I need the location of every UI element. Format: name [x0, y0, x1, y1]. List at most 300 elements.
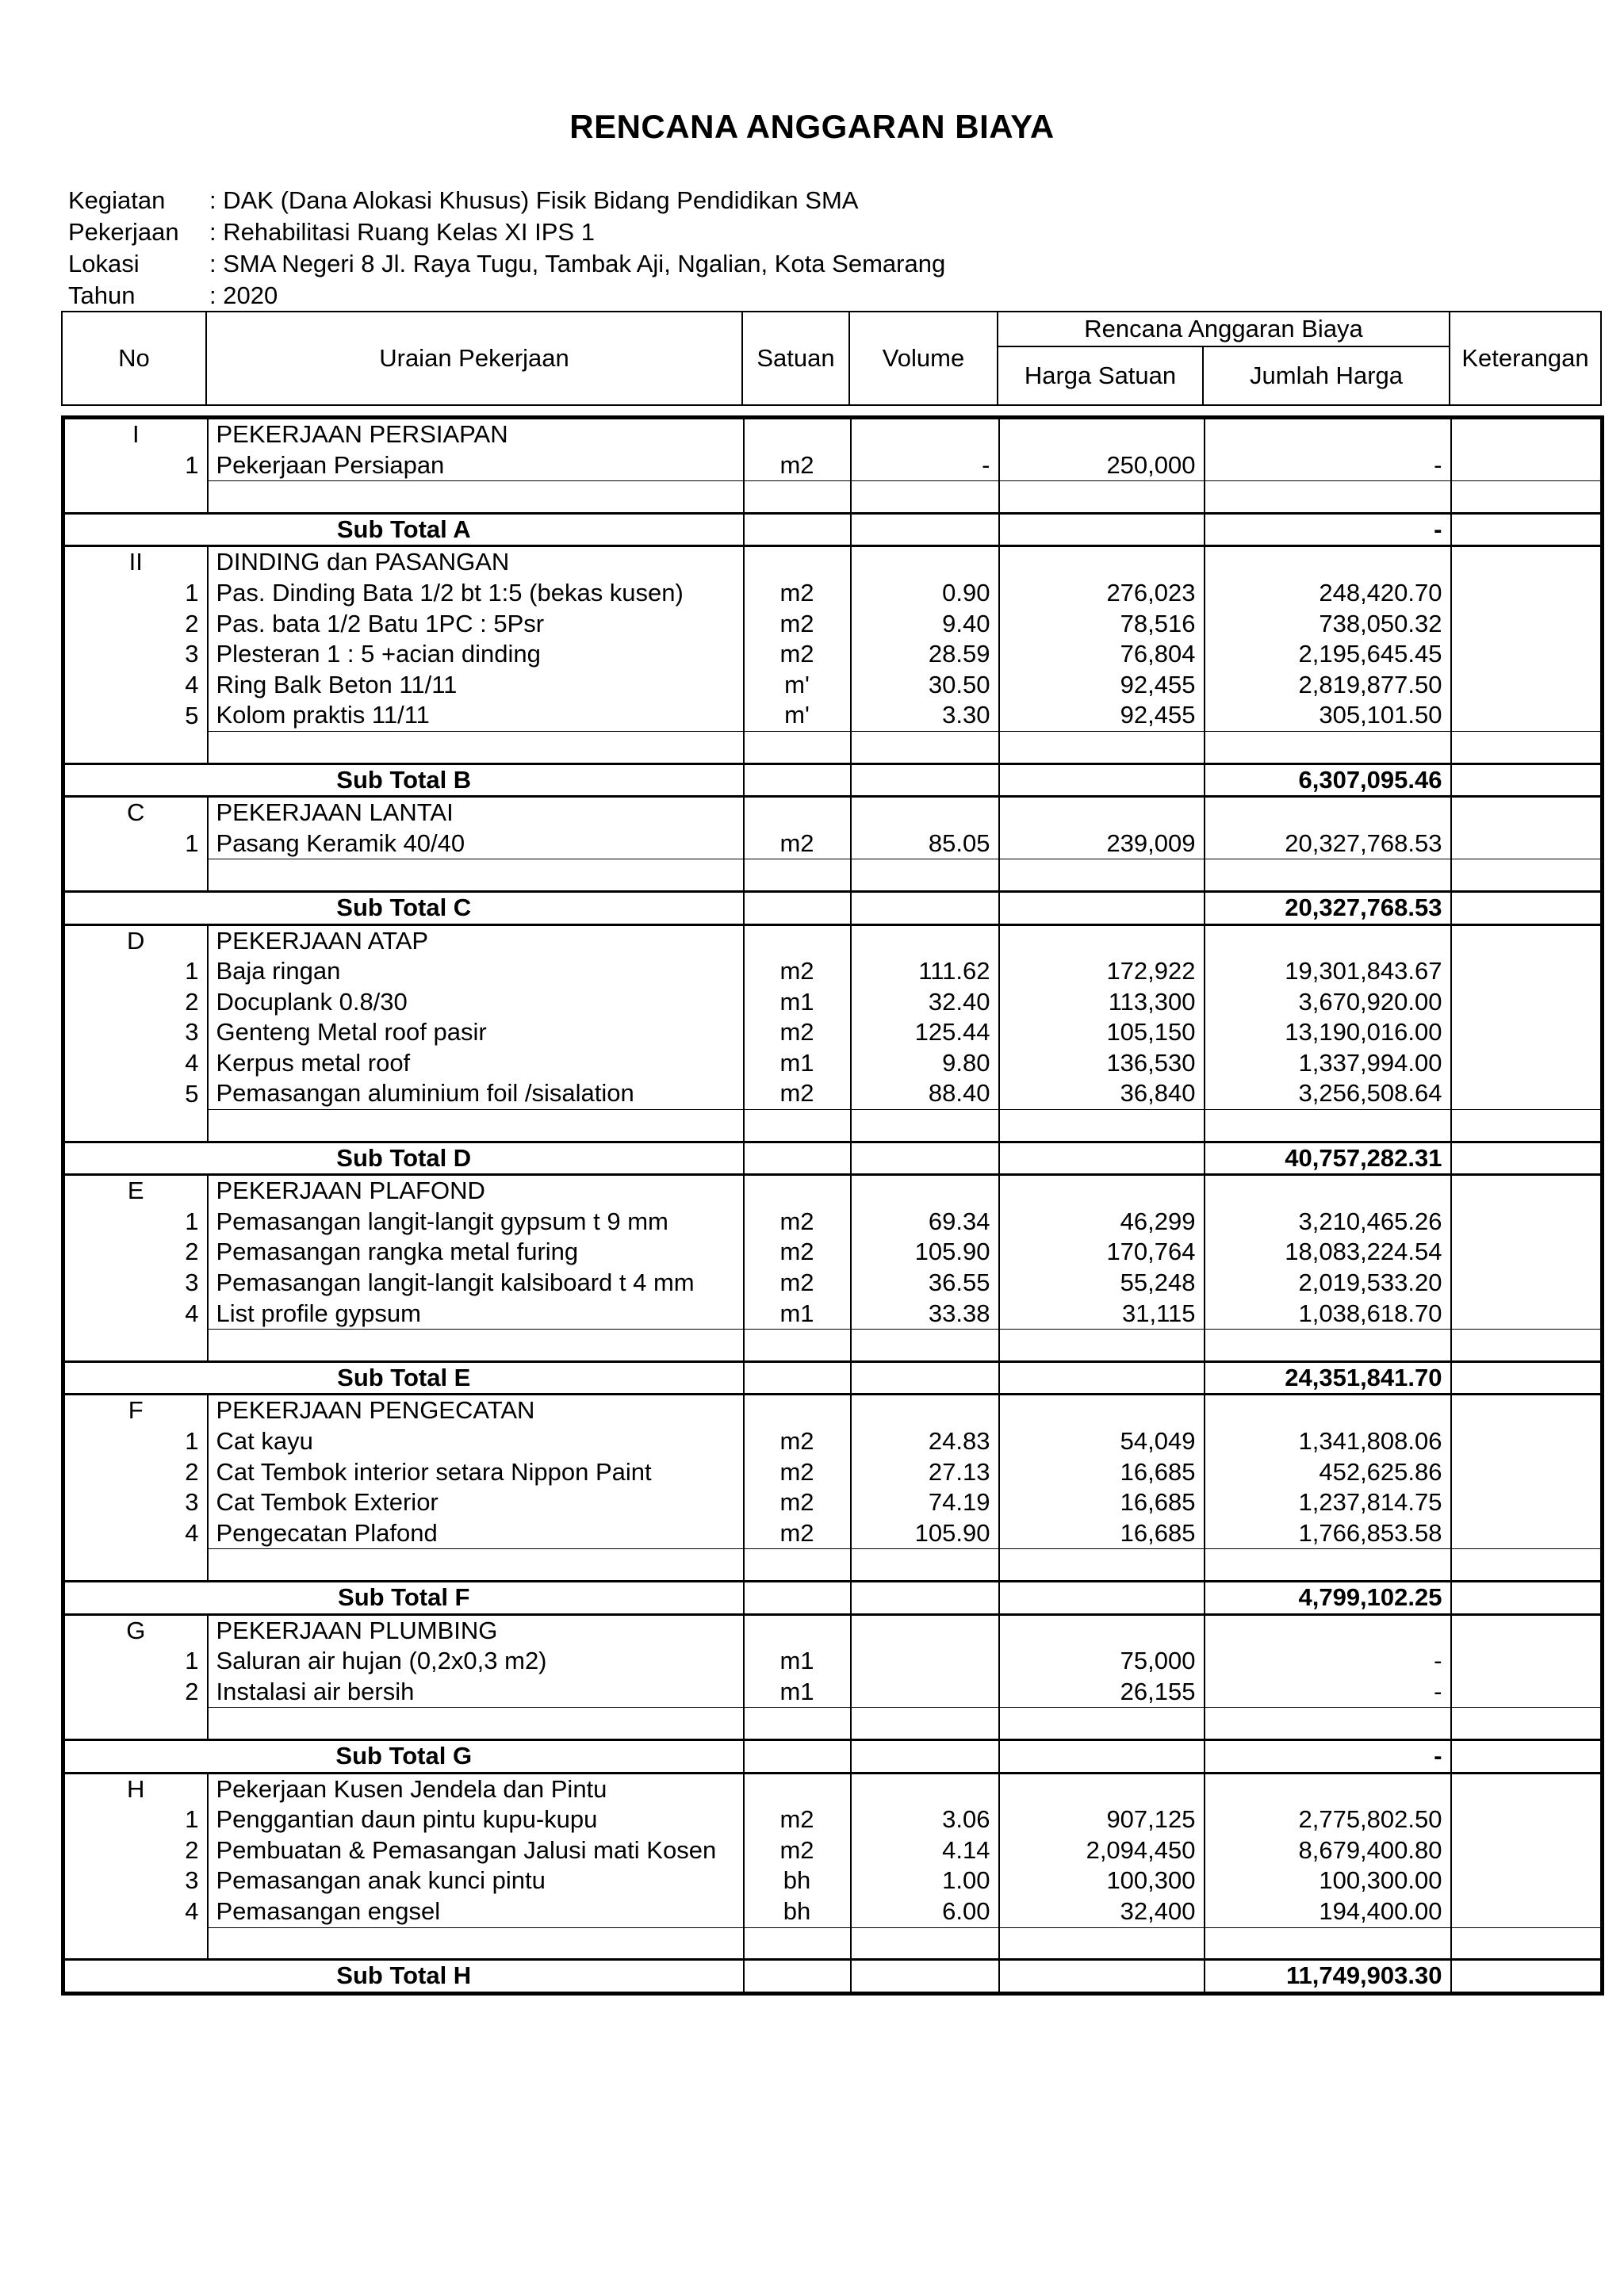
empty-cell — [851, 763, 999, 797]
table-row — [63, 1804, 1603, 1835]
item-description: Plesteran 1 : 5 +acian dinding — [208, 639, 744, 670]
item-unit: m2 — [744, 1426, 851, 1457]
empty-cell — [851, 1927, 999, 1960]
budget-table — [61, 415, 1604, 1996]
empty-cell — [744, 1614, 851, 1646]
item-description: Pasang Keramik 40/40 — [208, 828, 744, 859]
item-unit: m2 — [744, 1078, 851, 1109]
section-title: PEKERJAAN PLAFOND — [208, 1175, 744, 1207]
table-header — [61, 311, 1602, 406]
blank-row — [63, 1110, 1603, 1142]
empty-cell — [744, 763, 851, 797]
empty-cell — [1451, 1927, 1603, 1960]
item-note — [1451, 1835, 1603, 1866]
empty-cell — [1205, 481, 1451, 514]
empty-cell — [1205, 1614, 1451, 1646]
item-number: 1 — [63, 578, 208, 609]
item-unit-price: 36,840 — [999, 1078, 1205, 1109]
item-total-price: 305,101.50 — [1205, 700, 1451, 731]
item-unit-price: 54,049 — [999, 1426, 1205, 1457]
empty-cell — [999, 1581, 1205, 1614]
item-unit: m2 — [744, 1207, 851, 1238]
item-note — [1451, 1677, 1603, 1708]
item-description: Pekerjaan Persiapan — [208, 450, 744, 481]
item-unit-price: 172,922 — [999, 956, 1205, 987]
table-row — [63, 670, 1603, 701]
item-number: 2 — [63, 987, 208, 1018]
item-note — [1451, 670, 1603, 701]
item-note — [1451, 1268, 1603, 1299]
section-title: PEKERJAAN PERSIAPAN — [208, 418, 744, 450]
item-volume: 0.90 — [851, 578, 999, 609]
item-note — [1451, 578, 1603, 609]
empty-cell — [999, 1110, 1205, 1142]
item-total-price: 1,766,853.58 — [1205, 1518, 1451, 1549]
item-volume: 85.05 — [851, 828, 999, 859]
table-row — [63, 1835, 1603, 1866]
item-number: 1 — [63, 1646, 208, 1677]
empty-cell — [1205, 1708, 1451, 1740]
item-unit-price: 75,000 — [999, 1646, 1205, 1677]
item-unit: m2 — [744, 609, 851, 640]
item-description: Pemasangan aluminium foil /sisalation — [208, 1078, 744, 1109]
empty-cell — [744, 1110, 851, 1142]
table-row — [63, 639, 1603, 670]
empty-cell — [1451, 1549, 1603, 1582]
empty-cell — [1451, 1175, 1603, 1207]
item-number: 3 — [63, 1866, 208, 1896]
empty-cell — [851, 1739, 999, 1773]
info-row-tahun — [68, 280, 945, 312]
empty-cell — [1451, 731, 1603, 763]
empty-cell — [744, 1708, 851, 1740]
empty-cell — [63, 859, 208, 892]
empty-cell — [63, 1708, 208, 1740]
blank-row — [63, 1927, 1603, 1960]
section-number: F — [63, 1395, 208, 1426]
info-label: Pekerjaan — [68, 218, 179, 246]
table-row — [63, 1426, 1603, 1457]
item-note — [1451, 1048, 1603, 1079]
item-number: 3 — [63, 1268, 208, 1299]
section-header-row — [63, 418, 1603, 450]
subtotal-label: Sub Total B — [63, 763, 744, 797]
empty-cell — [999, 513, 1205, 546]
section-title: PEKERJAAN PLUMBING — [208, 1614, 744, 1646]
subtotal-row — [63, 1960, 1603, 1994]
empty-cell — [851, 1110, 999, 1142]
info-value: : SMA Negeri 8 Jl. Raya Tugu, Tambak Aji, Ngalian, Kota Semarang — [209, 250, 946, 277]
info-value: : DAK (Dana Alokasi Khusus) Fisik Bidang Pendidikan SMA — [209, 186, 859, 214]
empty-cell — [744, 859, 851, 892]
item-unit-price: 113,300 — [999, 987, 1205, 1018]
empty-cell — [851, 513, 999, 546]
empty-cell — [1205, 731, 1451, 763]
item-unit: m2 — [744, 639, 851, 670]
item-unit: m' — [744, 700, 851, 731]
item-unit-price: 26,155 — [999, 1677, 1205, 1708]
table-row — [63, 1299, 1603, 1330]
empty-cell — [999, 1549, 1205, 1582]
section-header-row — [63, 924, 1603, 956]
item-number: 1 — [63, 450, 208, 481]
item-description: Pengecatan Plafond — [208, 1518, 744, 1549]
item-volume: 3.06 — [851, 1804, 999, 1835]
empty-cell — [744, 1927, 851, 1960]
empty-cell — [999, 1739, 1205, 1773]
item-unit-price: 100,300 — [999, 1866, 1205, 1896]
item-unit: m2 — [744, 1237, 851, 1268]
section-title: PEKERJAAN PENGECATAN — [208, 1395, 744, 1426]
item-volume: 105.90 — [851, 1237, 999, 1268]
item-unit-price: 16,685 — [999, 1457, 1205, 1488]
budget-table-body — [63, 418, 1603, 1994]
info-row-lokasi — [68, 248, 945, 280]
item-unit: m2 — [744, 1017, 851, 1048]
item-unit-price: 907,125 — [999, 1804, 1205, 1835]
item-total-price: - — [1205, 1677, 1451, 1708]
empty-cell — [1205, 1773, 1451, 1804]
empty-cell — [63, 1549, 208, 1582]
item-number: 1 — [63, 956, 208, 987]
item-volume: 9.80 — [851, 1048, 999, 1079]
item-note — [1451, 1426, 1603, 1457]
empty-cell — [1205, 1330, 1451, 1362]
empty-cell — [63, 1330, 208, 1362]
empty-cell — [999, 546, 1205, 578]
subtotal-label: Sub Total D — [63, 1142, 744, 1175]
item-number: 1 — [63, 1426, 208, 1457]
empty-cell — [851, 859, 999, 892]
item-unit-price: 276,023 — [999, 578, 1205, 609]
table-row — [63, 1048, 1603, 1079]
empty-cell — [851, 1395, 999, 1426]
empty-cell — [744, 1142, 851, 1175]
empty-cell — [999, 1773, 1205, 1804]
item-total-price: 1,038,618.70 — [1205, 1299, 1451, 1330]
empty-cell — [1451, 891, 1603, 924]
empty-cell — [999, 418, 1205, 450]
empty-cell — [744, 1549, 851, 1582]
subtotal-row — [63, 1581, 1603, 1614]
item-description: Saluran air hujan (0,2x0,3 m2) — [208, 1646, 744, 1677]
item-volume: 105.90 — [851, 1518, 999, 1549]
empty-cell — [851, 1175, 999, 1207]
empty-cell — [1205, 1927, 1451, 1960]
empty-cell — [1205, 418, 1451, 450]
subtotal-row — [63, 513, 1603, 546]
item-description: Penggantian daun pintu kupu-kupu — [208, 1804, 744, 1835]
empty-cell — [1205, 859, 1451, 892]
item-note — [1451, 1866, 1603, 1896]
item-unit: m1 — [744, 987, 851, 1018]
item-number: 5 — [63, 1078, 208, 1109]
empty-cell — [851, 1330, 999, 1362]
table-row — [63, 1078, 1603, 1109]
item-unit-price: 55,248 — [999, 1268, 1205, 1299]
subtotal-label: Sub Total E — [63, 1361, 744, 1395]
subtotal-row — [63, 1361, 1603, 1395]
subtotal-value: 4,799,102.25 — [1205, 1581, 1451, 1614]
table-row — [63, 828, 1603, 859]
empty-cell — [1451, 1773, 1603, 1804]
item-volume: 36.55 — [851, 1268, 999, 1299]
item-note — [1451, 956, 1603, 987]
empty-cell — [208, 859, 744, 892]
header-volume: Volume — [849, 312, 998, 405]
empty-cell — [744, 481, 851, 514]
item-description: Ring Balk Beton 11/11 — [208, 670, 744, 701]
empty-cell — [851, 731, 999, 763]
item-volume: 9.40 — [851, 609, 999, 640]
empty-cell — [1451, 418, 1603, 450]
item-unit: m2 — [744, 828, 851, 859]
item-total-price: 248,420.70 — [1205, 578, 1451, 609]
item-note — [1451, 1299, 1603, 1330]
item-total-price: - — [1205, 450, 1451, 481]
item-number: 1 — [63, 1207, 208, 1238]
item-unit: m2 — [744, 1268, 851, 1299]
subtotal-value: 40,757,282.31 — [1205, 1142, 1451, 1175]
item-number: 4 — [63, 1299, 208, 1330]
item-note — [1451, 828, 1603, 859]
empty-cell — [851, 1361, 999, 1395]
empty-cell — [744, 513, 851, 546]
item-number: 1 — [63, 828, 208, 859]
empty-cell — [851, 1549, 999, 1582]
item-description: List profile gypsum — [208, 1299, 744, 1330]
item-unit: bh — [744, 1866, 851, 1896]
empty-cell — [744, 1330, 851, 1362]
header-satuan: Satuan — [742, 312, 849, 405]
item-total-price: 3,210,465.26 — [1205, 1207, 1451, 1238]
subtotal-value: 20,327,768.53 — [1205, 891, 1451, 924]
empty-cell — [851, 891, 999, 924]
empty-cell — [1451, 1142, 1603, 1175]
empty-cell — [999, 1960, 1205, 1994]
empty-cell — [1451, 1330, 1603, 1362]
item-description: Kolom praktis 11/11 — [208, 700, 744, 731]
subtotal-row — [63, 1739, 1603, 1773]
empty-cell — [63, 481, 208, 514]
item-volume: 24.83 — [851, 1426, 999, 1457]
empty-cell — [1451, 1960, 1603, 1994]
item-unit-price: 92,455 — [999, 670, 1205, 701]
empty-cell — [851, 1960, 999, 1994]
empty-cell — [208, 1927, 744, 1960]
item-unit: m1 — [744, 1677, 851, 1708]
item-volume: 27.13 — [851, 1457, 999, 1488]
empty-cell — [1205, 1549, 1451, 1582]
item-number: 4 — [63, 670, 208, 701]
section-number: H — [63, 1773, 208, 1804]
item-number: 5 — [63, 700, 208, 731]
empty-cell — [1451, 1708, 1603, 1740]
item-description: Pas. bata 1/2 Batu 1PC : 5Psr — [208, 609, 744, 640]
section-title: PEKERJAAN ATAP — [208, 924, 744, 956]
item-description: Genteng Metal roof pasir — [208, 1017, 744, 1048]
empty-cell — [1205, 924, 1451, 956]
empty-cell — [208, 1549, 744, 1582]
item-total-price: 194,400.00 — [1205, 1896, 1451, 1927]
item-volume: 4.14 — [851, 1835, 999, 1866]
table-row — [63, 578, 1603, 609]
empty-cell — [744, 1739, 851, 1773]
section-header-row — [63, 1175, 1603, 1207]
item-unit-price: 136,530 — [999, 1048, 1205, 1079]
section-number: I — [63, 418, 208, 450]
empty-cell — [208, 481, 744, 514]
empty-cell — [999, 1927, 1205, 1960]
item-total-price: 738,050.32 — [1205, 609, 1451, 640]
item-total-price: 19,301,843.67 — [1205, 956, 1451, 987]
table-row — [63, 1677, 1603, 1708]
empty-cell — [999, 1614, 1205, 1646]
empty-cell — [744, 546, 851, 578]
item-total-price: 100,300.00 — [1205, 1866, 1451, 1896]
empty-cell — [999, 481, 1205, 514]
item-note — [1451, 639, 1603, 670]
section-header-row — [63, 1773, 1603, 1804]
item-volume: 74.19 — [851, 1487, 999, 1518]
blank-row — [63, 1330, 1603, 1362]
empty-cell — [744, 1175, 851, 1207]
section-header-row — [63, 546, 1603, 578]
section-title: Pekerjaan Kusen Jendela dan Pintu — [208, 1773, 744, 1804]
item-number: 3 — [63, 1487, 208, 1518]
item-number: 3 — [63, 1017, 208, 1048]
table-row — [63, 987, 1603, 1018]
info-label: Tahun — [68, 281, 136, 309]
empty-cell — [208, 731, 744, 763]
item-volume: - — [851, 450, 999, 481]
table-row — [63, 1268, 1603, 1299]
empty-cell — [1451, 859, 1603, 892]
empty-cell — [999, 891, 1205, 924]
empty-cell — [744, 731, 851, 763]
item-description: Docuplank 0.8/30 — [208, 987, 744, 1018]
blank-row — [63, 731, 1603, 763]
empty-cell — [208, 1708, 744, 1740]
header-jumlah-harga: Jumlah Harga — [1203, 346, 1450, 405]
empty-cell — [744, 1395, 851, 1426]
empty-cell — [1451, 1110, 1603, 1142]
info-label: Lokasi — [68, 250, 140, 277]
empty-cell — [1451, 1361, 1603, 1395]
item-unit: m2 — [744, 450, 851, 481]
info-row-kegiatan — [68, 185, 945, 216]
empty-cell — [851, 1708, 999, 1740]
header-rab: Rencana Anggaran Biaya — [998, 312, 1450, 346]
empty-cell — [1451, 481, 1603, 514]
section-number: E — [63, 1175, 208, 1207]
item-description: Pemasangan anak kunci pintu — [208, 1866, 744, 1896]
item-unit: m' — [744, 670, 851, 701]
subtotal-value: - — [1205, 513, 1451, 546]
section-title: DINDING dan PASANGAN — [208, 546, 744, 578]
item-number: 2 — [63, 1677, 208, 1708]
item-number: 2 — [63, 1237, 208, 1268]
empty-cell — [999, 924, 1205, 956]
item-volume: 125.44 — [851, 1017, 999, 1048]
empty-cell — [851, 1614, 999, 1646]
item-unit-price: 16,685 — [999, 1518, 1205, 1549]
item-unit-price: 250,000 — [999, 450, 1205, 481]
item-unit-price: 78,516 — [999, 609, 1205, 640]
empty-cell — [1205, 1175, 1451, 1207]
table-row — [63, 1487, 1603, 1518]
empty-cell — [63, 1110, 208, 1142]
section-header-row — [63, 1395, 1603, 1426]
empty-cell — [1451, 1581, 1603, 1614]
empty-cell — [744, 1773, 851, 1804]
empty-cell — [1205, 1395, 1451, 1426]
item-total-price: 452,625.86 — [1205, 1457, 1451, 1488]
item-volume: 3.30 — [851, 700, 999, 731]
subtotal-label: Sub Total A — [63, 513, 744, 546]
info-value: : Rehabilitasi Ruang Kelas XI IPS 1 — [209, 218, 595, 246]
item-unit-price: 31,115 — [999, 1299, 1205, 1330]
item-number: 2 — [63, 609, 208, 640]
empty-cell — [851, 1773, 999, 1804]
item-unit: m2 — [744, 1518, 851, 1549]
item-volume — [851, 1677, 999, 1708]
item-volume: 28.59 — [851, 639, 999, 670]
subtotal-value: 11,749,903.30 — [1205, 1960, 1451, 1994]
item-description: Cat Tembok Exterior — [208, 1487, 744, 1518]
item-number: 4 — [63, 1518, 208, 1549]
item-note — [1451, 1207, 1603, 1238]
empty-cell — [999, 1708, 1205, 1740]
empty-cell — [999, 763, 1205, 797]
subtotal-label: Sub Total C — [63, 891, 744, 924]
item-note — [1451, 1646, 1603, 1677]
item-unit: m1 — [744, 1048, 851, 1079]
blank-row — [63, 1708, 1603, 1740]
item-unit: m2 — [744, 1487, 851, 1518]
item-total-price: 1,337,994.00 — [1205, 1048, 1451, 1079]
item-description: Instalasi air bersih — [208, 1677, 744, 1708]
table-row — [63, 1896, 1603, 1927]
subtotal-value: 24,351,841.70 — [1205, 1361, 1451, 1395]
section-number: D — [63, 924, 208, 956]
item-note — [1451, 1518, 1603, 1549]
item-note — [1451, 1457, 1603, 1488]
empty-cell — [999, 1142, 1205, 1175]
empty-cell — [851, 1142, 999, 1175]
item-number: 4 — [63, 1048, 208, 1079]
subtotal-value: - — [1205, 1739, 1451, 1773]
item-note — [1451, 450, 1603, 481]
empty-cell — [1451, 763, 1603, 797]
item-volume: 33.38 — [851, 1299, 999, 1330]
empty-cell — [1451, 1739, 1603, 1773]
item-number: 4 — [63, 1896, 208, 1927]
empty-cell — [744, 1960, 851, 1994]
blank-row — [63, 859, 1603, 892]
empty-cell — [999, 1330, 1205, 1362]
item-volume — [851, 1646, 999, 1677]
section-header-row — [63, 1614, 1603, 1646]
item-description: Pemasangan rangka metal furing — [208, 1237, 744, 1268]
info-label: Kegiatan — [68, 186, 166, 214]
item-note — [1451, 1017, 1603, 1048]
item-unit-price: 105,150 — [999, 1017, 1205, 1048]
item-description: Pembuatan & Pemasangan Jalusi mati Kosen — [208, 1835, 744, 1866]
item-total-price: 1,341,808.06 — [1205, 1426, 1451, 1457]
item-note — [1451, 609, 1603, 640]
empty-cell — [744, 1581, 851, 1614]
